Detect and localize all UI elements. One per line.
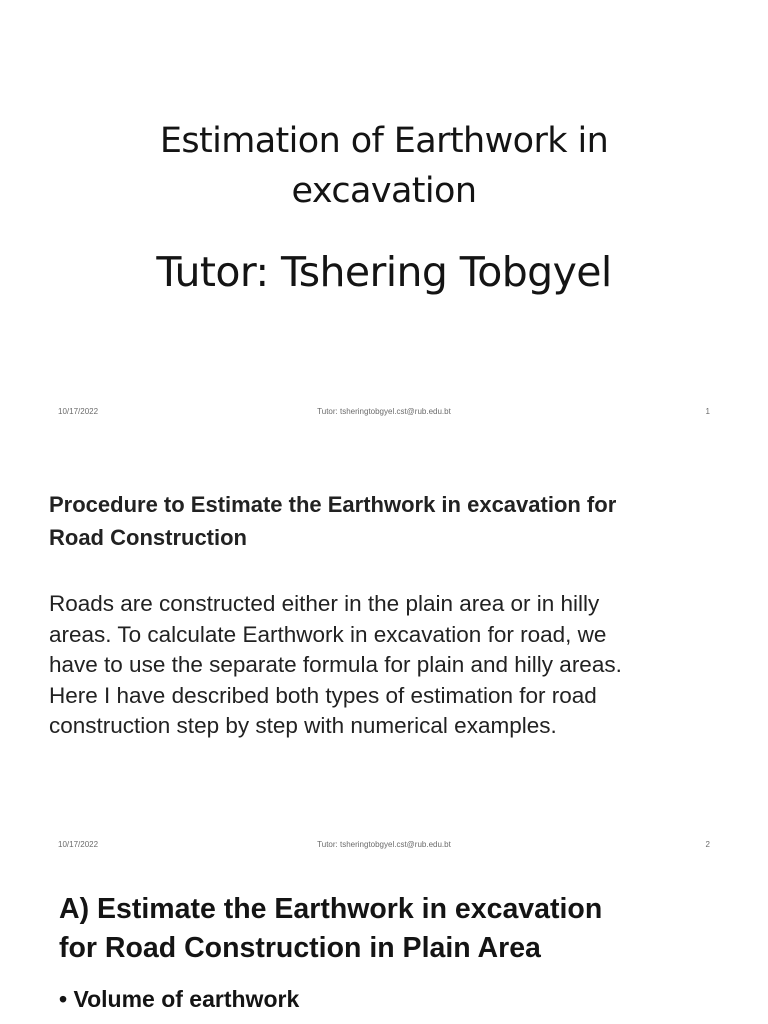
- body-line: Roads are constructed either in the plain area or in hilly: [49, 591, 600, 616]
- slide-1: [0, 0, 768, 430]
- bullet-text: Volume of earthwork: [73, 986, 300, 1012]
- section-heading-line-1: Procedure to Estimate the Earthwork in excavation for: [49, 492, 617, 517]
- slide-3: [0, 862, 768, 1024]
- section-heading: [59, 890, 719, 968]
- slide-title-line-1: Estimation of Earthwork in: [159, 121, 609, 161]
- footer-email: Tutor: tsheringtobgyel.cst@rub.edu.bt: [317, 407, 451, 416]
- footer-email: Tutor: tsheringtobgyel.cst@rub.edu.bt: [317, 840, 451, 849]
- slide-2: [0, 430, 768, 862]
- bullet-item: [59, 984, 299, 1014]
- body-line: Here I have described both types of estimation for road: [49, 682, 597, 708]
- section-heading: [49, 488, 729, 554]
- body-line: have to use the separate formula for plain and hilly areas.: [49, 652, 622, 677]
- body-line: construction step by step with numerical examples.: [49, 713, 557, 738]
- body-line: areas. To calculate Earthwork in excavation for road, we: [49, 621, 607, 647]
- section-heading-line-2: for Road Construction in Plain Area: [59, 932, 541, 964]
- slide-title: [0, 116, 768, 216]
- slide-footer: [0, 840, 768, 854]
- page-number: 2: [705, 840, 710, 849]
- footer-date: 10/17/2022: [58, 840, 99, 849]
- footer-date: 10/17/2022: [58, 407, 99, 416]
- body-paragraph: [49, 589, 739, 742]
- slide-title-line-2: excavation: [291, 171, 477, 211]
- page-number: 1: [705, 407, 710, 416]
- section-heading-line-2: Road Construction: [49, 525, 247, 550]
- slide-footer: [0, 407, 768, 421]
- section-heading-line-1: A) Estimate the Earthwork in excavation: [59, 893, 603, 925]
- tutor-name: Tutor: Tshering Tobgyel: [156, 248, 612, 296]
- bullet-icon: •: [59, 986, 68, 1012]
